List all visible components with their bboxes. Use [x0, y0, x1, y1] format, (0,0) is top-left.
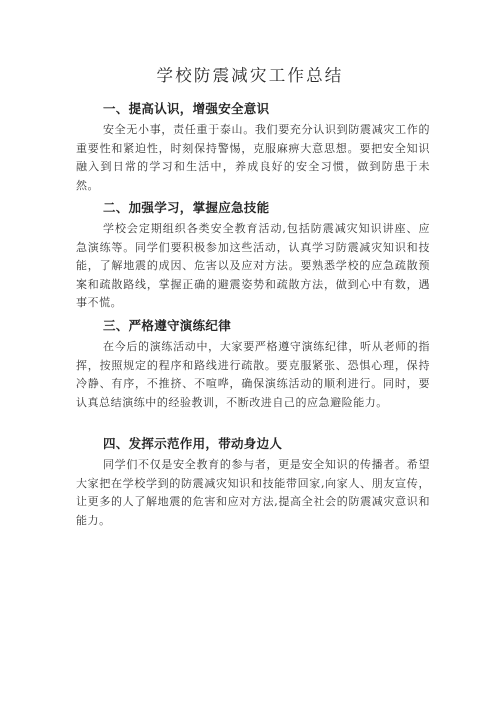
section-3 [76, 314, 430, 412]
section-4 [76, 432, 430, 530]
section-paragraph: 在今后的演练活动中，大家要严格遵守演练纪律，听从老师的指挥，按照规定的程序和路线进行疏散。要克服紧张、恐惧心理，保持冷静、有序，不推挤、不喧哗，确保演练活动的顺利进行。同时，要认真总结演练中的经验教训，不断改进自己的应急避险能力。 [76, 340, 430, 409]
section-1 [76, 97, 430, 195]
section-heading: 三、严格遵守演练纪律 [103, 318, 232, 333]
section-heading: 四、发挥示范作用，带动身边人 [103, 436, 283, 451]
section-paragraph: 学校会定期组织各类安全教育活动,包括防震减灾知识讲座、应急演练等。同学们要积极参加这些活动，认真学习防震减灾知识和技能，了解地震的成因、危害以及应对方法。要熟悉学校的应急疏散预案和疏散路线，掌握正确的避震姿势和疏散方法，做到心中有数，遇事不慌。 [76, 222, 430, 310]
document-title: 学校防震减灾工作总结 [156, 66, 344, 85]
section-heading: 二、加强学习，掌握应急技能 [103, 200, 270, 215]
section-heading: 一、提高认识，增强安全意识 [103, 101, 270, 116]
section-2 [76, 196, 430, 313]
section-paragraph: 同学们不仅是安全教育的参与者，更是安全知识的传播者。希望大家把在学校学到的防震减灾知识和技能带回家,向家人、朋友宣传，让更多的人了解地震的危害和应对方法,提高全社会的防震减灾意识和能力。 [76, 458, 430, 527]
section-paragraph: 安全无小事，责任重于泰山。我们要充分认识到防震减灾工作的重要性和紧迫性，时刻保持警惕，克服麻痹大意思想。要把安全知识融入到日常的学习和生活中，养成良好的安全习惯，做到防患于未然。 [76, 123, 430, 192]
